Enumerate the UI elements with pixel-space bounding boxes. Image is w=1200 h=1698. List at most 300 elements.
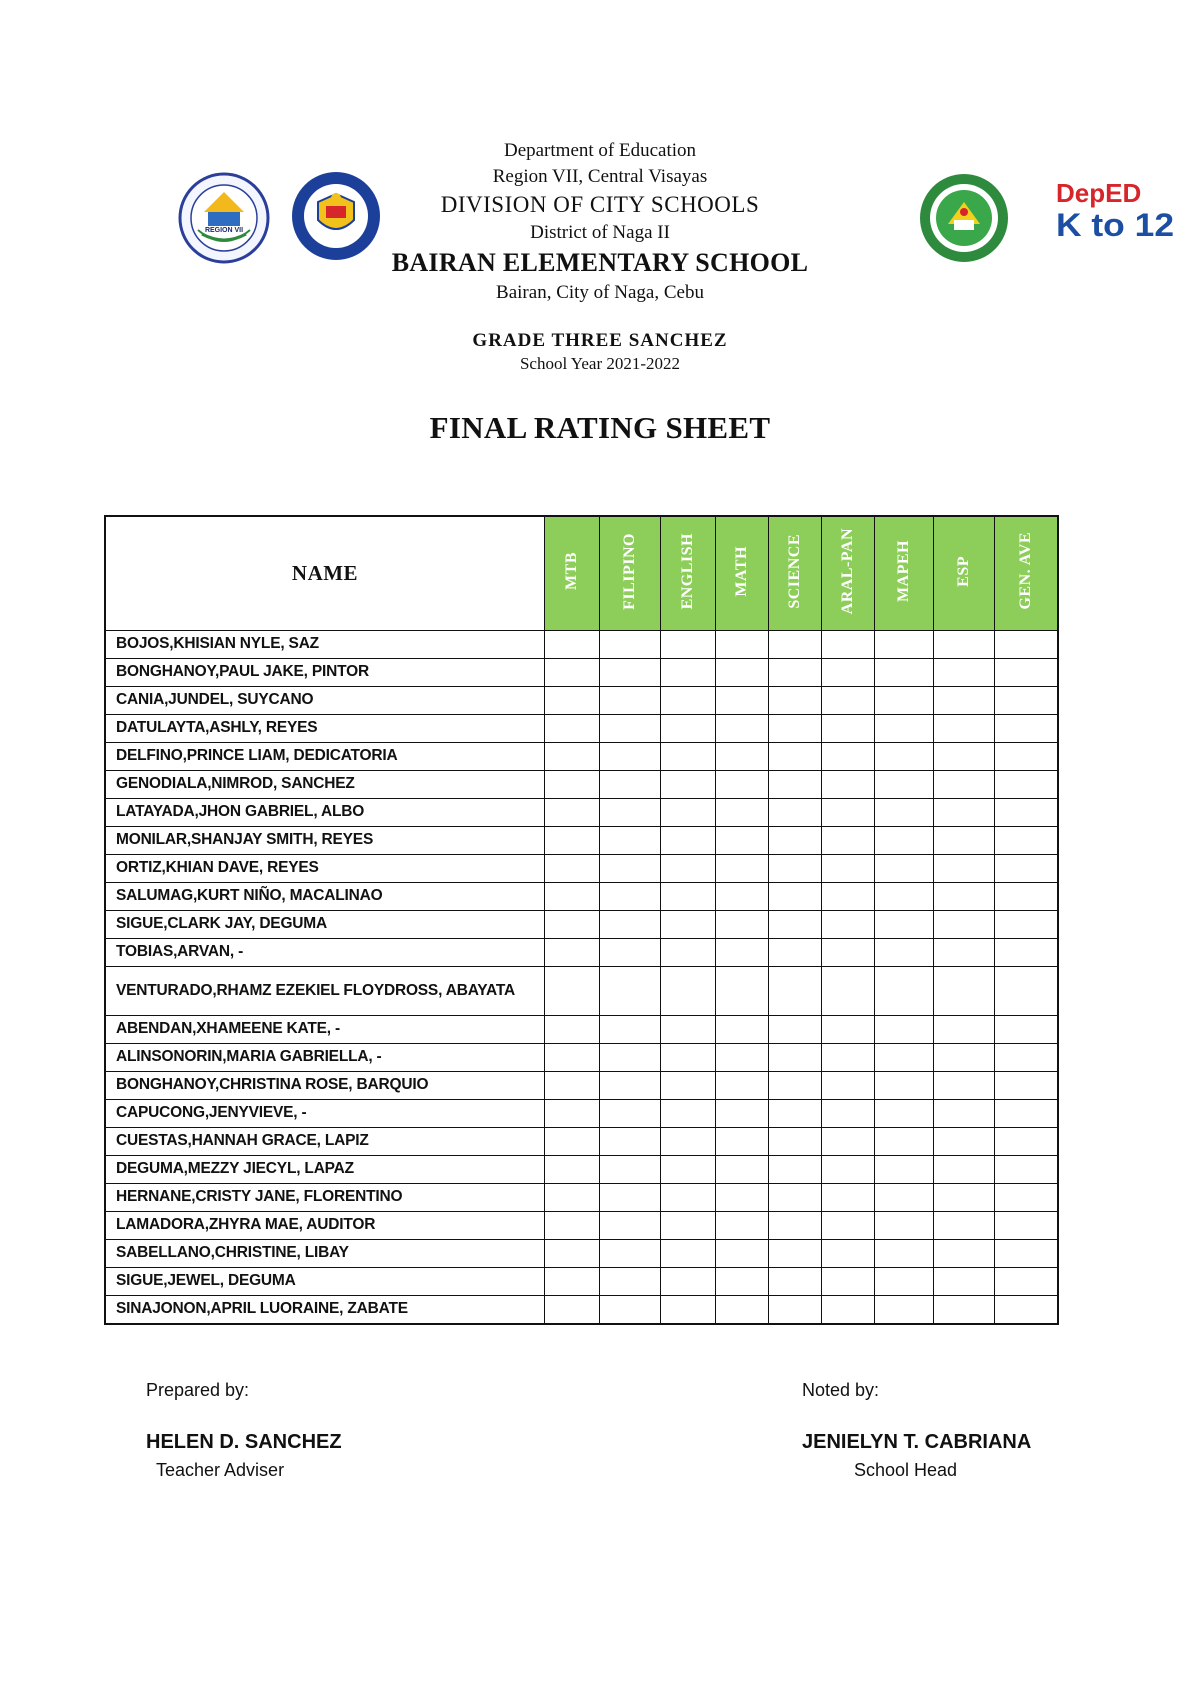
grade-cell[interactable] [545,1296,600,1325]
table-row [105,687,1058,715]
subject-header-label: MAPEH [895,539,912,603]
subject-header-label: ENGLISH [679,532,696,610]
grade-cell[interactable] [545,1072,600,1100]
grade-cell[interactable] [716,1128,769,1156]
grade-cell[interactable] [769,1212,822,1240]
grade-cell[interactable] [822,967,875,1016]
grade-cell[interactable] [875,1184,934,1212]
school-header [0,140,1200,373]
grade-cell[interactable] [769,1128,822,1156]
grade-cell[interactable] [769,1072,822,1100]
grade-cell[interactable] [875,1240,934,1268]
grade-cell[interactable] [995,827,1059,855]
grade-cell[interactable] [822,855,875,883]
division-name: DIVISION OF CITY SCHOOLS [440,191,760,217]
table-row [105,855,1058,883]
grade-cell[interactable] [716,1296,769,1325]
grade-cell[interactable] [875,659,934,687]
grade-cell[interactable] [995,1212,1059,1240]
grade-cell[interactable] [934,771,995,799]
grade-cell[interactable] [934,883,995,911]
student-name-cell: ALINSONORIN,MARIA GABRIELLA, - [105,1044,545,1072]
grade-cell[interactable] [822,1240,875,1268]
grade-cell[interactable] [661,631,716,659]
grade-cell[interactable] [822,687,875,715]
grade-cell[interactable] [769,1240,822,1268]
grade-cell[interactable] [875,799,934,827]
grade-cell[interactable] [545,1100,600,1128]
grade-cell[interactable] [769,883,822,911]
grade-cell[interactable] [600,1296,661,1325]
student-name-cell: CAPUCONG,JENYVIEVE, - [105,1100,545,1128]
prepared-by-block [146,1380,342,1481]
grade-cell[interactable] [661,855,716,883]
grade-cell[interactable] [545,1128,600,1156]
grade-cell[interactable] [661,1100,716,1128]
grade-cell[interactable] [661,771,716,799]
grade-cell[interactable] [716,1156,769,1184]
grade-cell[interactable] [875,1128,934,1156]
grade-cell[interactable] [661,967,716,1016]
grade-cell[interactable] [822,1296,875,1325]
grade-cell[interactable] [545,1016,600,1044]
grade-cell[interactable] [600,1184,661,1212]
grade-cell[interactable] [600,743,661,771]
grade-cell[interactable] [600,1100,661,1128]
grade-cell[interactable] [934,1128,995,1156]
grade-cell[interactable] [716,1184,769,1212]
grade-cell[interactable] [716,1072,769,1100]
grade-cell[interactable] [995,1100,1059,1128]
grade-cell[interactable] [600,883,661,911]
grade-cell[interactable] [545,743,600,771]
grade-cell[interactable] [600,1128,661,1156]
grade-cell[interactable] [822,911,875,939]
subject-header-gen-ave [995,516,1059,631]
table-row [105,939,1058,967]
grade-cell[interactable] [934,1268,995,1296]
student-name-cell: SINAJONON,APRIL LUORAINE, ZABATE [105,1296,545,1325]
table-row [105,1268,1058,1296]
subject-header-label: MTB [563,552,580,590]
grade-cell[interactable] [661,1184,716,1212]
grade-cell[interactable] [716,1016,769,1044]
grade-cell[interactable] [875,1100,934,1128]
grade-cell[interactable] [934,687,995,715]
grade-cell[interactable] [822,1184,875,1212]
grade-cell[interactable] [716,967,769,1016]
grade-cell[interactable] [716,911,769,939]
student-name-cell: ABENDAN,XHAMEENE KATE, - [105,1016,545,1044]
subject-header-filipino [600,516,661,631]
grade-cell[interactable] [875,1072,934,1100]
grade-cell[interactable] [769,911,822,939]
grade-cell[interactable] [716,883,769,911]
grade-cell[interactable] [769,687,822,715]
grade-cell[interactable] [995,1044,1059,1072]
grade-cell[interactable] [716,743,769,771]
grade-cell[interactable] [545,799,600,827]
grade-cell[interactable] [769,631,822,659]
grade-cell[interactable] [769,1044,822,1072]
grade-cell[interactable] [661,687,716,715]
grade-cell[interactable] [934,967,995,1016]
table-row [105,1212,1058,1240]
student-name-cell: SALUMAG,KURT NIÑO, MACALINAO [105,883,545,911]
student-name-cell: LAMADORA,ZHYRA MAE, AUDITOR [105,1212,545,1240]
prepared-by-name: HELEN D. SANCHEZ [146,1431,342,1453]
grade-cell[interactable] [716,1100,769,1128]
grade-cell[interactable] [934,799,995,827]
grade-cell[interactable] [600,687,661,715]
grade-cell[interactable] [545,771,600,799]
student-name-cell: CANIA,JUNDEL, SUYCANO [105,687,545,715]
grade-cell[interactable] [875,1268,934,1296]
grade-cell[interactable] [934,1212,995,1240]
subject-header-science [769,516,822,631]
grade-cell[interactable] [934,1156,995,1184]
grade-cell[interactable] [600,1072,661,1100]
grade-cell[interactable] [600,799,661,827]
grade-cell[interactable] [716,827,769,855]
grade-cell[interactable] [875,967,934,1016]
grade-cell[interactable] [822,631,875,659]
grade-cell[interactable] [600,1044,661,1072]
grade-cell[interactable] [661,1016,716,1044]
noted-by-role: School Head [854,1460,958,1480]
grade-cell[interactable] [995,1240,1059,1268]
grade-cell[interactable] [995,1184,1059,1212]
grade-cell[interactable] [716,659,769,687]
grade-cell[interactable] [661,1296,716,1325]
grade-cell[interactable] [769,1100,822,1128]
grade-cell[interactable] [995,855,1059,883]
grade-cell[interactable] [995,659,1059,687]
grade-cell[interactable] [716,631,769,659]
grade-cell[interactable] [934,939,995,967]
grade-cell[interactable] [875,827,934,855]
grade-cell[interactable] [995,1296,1059,1325]
table-row [105,743,1058,771]
grade-cell[interactable] [822,1016,875,1044]
table-row [105,799,1058,827]
subject-header-label: SCIENCE [786,533,803,609]
grade-cell[interactable] [769,1296,822,1325]
table-row [105,659,1058,687]
grade-cell[interactable] [995,799,1059,827]
grade-cell[interactable] [661,827,716,855]
student-name-cell: BONGHANOY,CHRISTINA ROSE, BARQUIO [105,1072,545,1100]
school-year: School Year 2021-2022 [519,353,681,373]
student-name-cell: SIGUE,CLARK JAY, DEGUMA [105,911,545,939]
grade-cell[interactable] [934,855,995,883]
table-body [105,631,1058,1325]
grade-cell[interactable] [600,939,661,967]
region-logo-text: REGION VII [204,227,244,234]
grade-cell[interactable] [600,855,661,883]
grade-cell[interactable] [875,1044,934,1072]
table-row [105,1072,1058,1100]
grade-cell[interactable] [769,799,822,827]
grade-cell[interactable] [545,1268,600,1296]
grade-cell[interactable] [600,715,661,743]
table-row [105,1184,1058,1212]
grade-cell[interactable] [822,1156,875,1184]
grade-cell[interactable] [769,715,822,743]
student-name-cell: TOBIAS,ARVAN, - [105,939,545,967]
grade-cell[interactable] [822,715,875,743]
subject-header-label: ARAL-PAN [839,527,856,615]
grade-cell[interactable] [600,1268,661,1296]
rating-table [104,515,1059,1325]
table-row [105,631,1058,659]
grade-cell[interactable] [600,771,661,799]
grade-cell[interactable] [661,1156,716,1184]
student-name-cell: GENODIALA,NIMROD, SANCHEZ [105,771,545,799]
district-name: District of Naga II [530,222,670,244]
grade-cell[interactable] [934,827,995,855]
grade-cell[interactable] [822,1212,875,1240]
grade-cell[interactable] [769,743,822,771]
student-name-cell: SABELLANO,CHRISTINE, LIBAY [105,1240,545,1268]
grade-cell[interactable] [545,855,600,883]
student-name-cell: DELFINO,PRINCE LIAM, DEDICATORIA [105,743,545,771]
grade-cell[interactable] [661,911,716,939]
grade-cell[interactable] [769,855,822,883]
student-name-cell: BONGHANOY,PAUL JAKE, PINTOR [105,659,545,687]
grade-cell[interactable] [934,631,995,659]
grade-cell[interactable] [661,1212,716,1240]
table-row [105,1240,1058,1268]
grade-cell[interactable] [545,939,600,967]
grade-cell[interactable] [545,967,600,1016]
grade-cell[interactable] [661,939,716,967]
grade-cell[interactable] [600,911,661,939]
table-header-row [105,516,1058,631]
grade-cell[interactable] [822,743,875,771]
grade-cell[interactable] [545,1044,600,1072]
grade-cell[interactable] [545,659,600,687]
subject-header-math [716,516,769,631]
subject-header-aral-pan [822,516,875,631]
grade-cell[interactable] [822,939,875,967]
grade-cell[interactable] [875,631,934,659]
grade-cell[interactable] [716,939,769,967]
grade-cell[interactable] [995,1016,1059,1044]
grade-cell[interactable] [934,1072,995,1100]
student-name-cell: MONILAR,SHANJAY SMITH, REYES [105,827,545,855]
grade-cell[interactable] [545,1184,600,1212]
grade-cell[interactable] [769,827,822,855]
grade-cell[interactable] [661,1240,716,1268]
grade-cell[interactable] [875,939,934,967]
grade-cell[interactable] [716,1212,769,1240]
grade-cell[interactable] [545,883,600,911]
deped-logo-text: DepED [1056,178,1142,208]
grade-cell[interactable] [995,911,1059,939]
grade-cell[interactable] [822,771,875,799]
student-name-cell: DEGUMA,MEZZY JIECYL, LAPAZ [105,1156,545,1184]
grade-cell[interactable] [875,883,934,911]
grade-cell[interactable] [822,1044,875,1072]
grade-cell[interactable] [661,659,716,687]
grade-cell[interactable] [934,659,995,687]
table-row [105,911,1058,939]
grade-cell[interactable] [545,827,600,855]
region-name: Region VII, Central Visayas [492,165,708,187]
grade-cell[interactable] [875,855,934,883]
noted-by-name: JENIELYN T. CABRIANA [802,1431,1032,1453]
grade-cell[interactable] [545,715,600,743]
student-name-cell: CUESTAS,HANNAH GRACE, LAPIZ [105,1128,545,1156]
table-row [105,771,1058,799]
grade-cell[interactable] [995,687,1059,715]
grade-cell[interactable] [661,1268,716,1296]
grade-cell[interactable] [661,799,716,827]
grade-cell[interactable] [769,1184,822,1212]
subject-header-label: GEN. AVE [1017,532,1034,610]
subject-header-label: ESP [955,555,972,587]
grade-cell[interactable] [545,1212,600,1240]
grade-cell[interactable] [600,1156,661,1184]
subject-header-label: MATH [733,545,750,597]
grade-cell[interactable] [769,1016,822,1044]
sheet-title: FINAL RATING SHEET [429,410,771,445]
grade-cell[interactable] [716,715,769,743]
grade-cell[interactable] [995,715,1059,743]
grade-cell[interactable] [934,1016,995,1044]
grade-cell[interactable] [934,1100,995,1128]
grade-cell[interactable] [875,911,934,939]
table-row [105,1156,1058,1184]
grade-cell[interactable] [822,1268,875,1296]
grade-cell[interactable] [600,631,661,659]
grade-section: GRADE THREE SANCHEZ [472,329,728,351]
student-name-cell: SIGUE,JEWEL, DEGUMA [105,1268,545,1296]
grade-cell[interactable] [661,1072,716,1100]
grade-cell[interactable] [769,1268,822,1296]
grade-cell[interactable] [875,771,934,799]
grade-cell[interactable] [875,1016,934,1044]
grade-cell[interactable] [661,743,716,771]
grade-cell[interactable] [934,911,995,939]
grade-cell[interactable] [995,1072,1059,1100]
grade-cell[interactable] [716,687,769,715]
k12-logo-text: K to 12 [1056,207,1174,240]
grade-cell[interactable] [822,659,875,687]
student-name-cell: HERNANE,CRISTY JANE, FLORENTINO [105,1184,545,1212]
grade-cell[interactable] [769,659,822,687]
grade-cell[interactable] [661,1044,716,1072]
grade-cell[interactable] [822,1100,875,1128]
grade-cell[interactable] [995,967,1059,1016]
grade-cell[interactable] [934,1184,995,1212]
grade-cell[interactable] [661,1128,716,1156]
grade-cell[interactable] [995,743,1059,771]
table-row [105,1128,1058,1156]
grade-cell[interactable] [822,827,875,855]
grade-cell[interactable] [995,1128,1059,1156]
grade-cell[interactable] [995,939,1059,967]
grade-cell[interactable] [875,1296,934,1325]
grade-cell[interactable] [769,939,822,967]
student-name-cell: ORTIZ,KHIAN DAVE, REYES [105,855,545,883]
subject-header-mtb [545,516,600,631]
grade-cell[interactable] [995,883,1059,911]
table-row [105,1016,1058,1044]
grade-cell[interactable] [545,687,600,715]
grade-cell[interactable] [769,967,822,1016]
department-name: Department of Education [503,140,697,161]
grade-cell[interactable] [995,771,1059,799]
grade-cell[interactable] [875,687,934,715]
grade-cell[interactable] [822,1128,875,1156]
grade-cell[interactable] [934,1296,995,1325]
grade-cell[interactable] [716,1240,769,1268]
table-row [105,1100,1058,1128]
grade-cell[interactable] [545,631,600,659]
grade-cell[interactable] [600,1240,661,1268]
noted-by-label: Noted by: [802,1380,880,1400]
grade-cell[interactable] [661,883,716,911]
grade-cell[interactable] [600,1212,661,1240]
grade-cell[interactable] [875,743,934,771]
grade-cell[interactable] [600,827,661,855]
grade-cell[interactable] [822,883,875,911]
grade-cell[interactable] [661,715,716,743]
grade-cell[interactable] [875,1156,934,1184]
grade-cell[interactable] [600,967,661,1016]
grade-cell[interactable] [716,1268,769,1296]
grade-cell[interactable] [716,855,769,883]
table-row [105,827,1058,855]
grade-cell[interactable] [822,1072,875,1100]
grade-cell[interactable] [822,799,875,827]
grade-cell[interactable] [769,771,822,799]
name-column-header: NAME [105,516,545,631]
grade-cell[interactable] [875,1212,934,1240]
grade-cell[interactable] [600,659,661,687]
prepared-by-role: Teacher Adviser [156,1460,285,1480]
grade-cell[interactable] [934,743,995,771]
grade-cell[interactable] [716,799,769,827]
noted-by-block [802,1380,1031,1481]
grade-cell[interactable] [995,631,1059,659]
grade-cell[interactable] [934,715,995,743]
grade-cell[interactable] [716,771,769,799]
student-name-cell: DATULAYTA,ASHLY, REYES [105,715,545,743]
subject-header-english [661,516,716,631]
subject-header-mapeh [875,516,934,631]
grade-cell[interactable] [995,1156,1059,1184]
subject-header-label: FILIPINO [621,532,638,610]
subject-header-esp [934,516,995,631]
grade-cell[interactable] [545,911,600,939]
grade-cell[interactable] [545,1156,600,1184]
table-row [105,715,1058,743]
grade-cell[interactable] [995,1268,1059,1296]
student-name-cell: BOJOS,KHISIAN NYLE, SAZ [105,631,545,659]
grade-cell[interactable] [934,1044,995,1072]
school-address: Bairan, City of Naga, Cebu [496,281,704,303]
grade-cell[interactable] [600,1016,661,1044]
grade-cell[interactable] [769,1156,822,1184]
grade-cell[interactable] [545,1240,600,1268]
school-name: BAIRAN ELEMENTARY SCHOOL [391,247,809,277]
grade-cell[interactable] [934,1240,995,1268]
grade-cell[interactable] [875,715,934,743]
grade-cell[interactable] [716,1044,769,1072]
